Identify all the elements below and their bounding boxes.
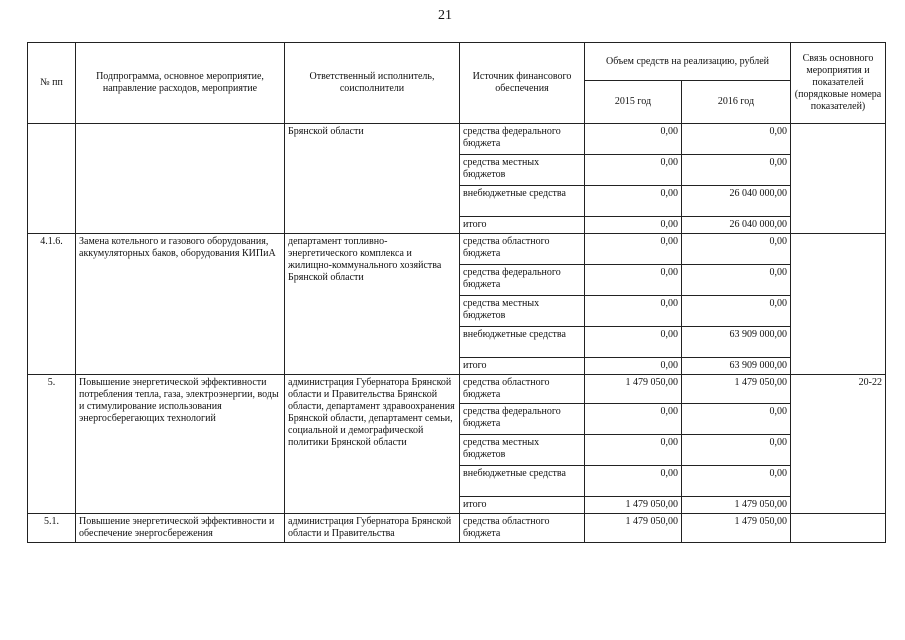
- cell-number: 5.: [28, 375, 76, 514]
- cell-value-2015: 1 479 050,00: [585, 497, 682, 514]
- cell-program: Повышение энергетической эффективности потребления тепла, газа, электроэнергии, воды и стимулирование использования энергосберегающих технологий: [76, 375, 285, 514]
- cell-number: 4.1.6.: [28, 234, 76, 375]
- cell-source: средства федерального бюджета: [460, 404, 585, 435]
- cell-value-2015: 0,00: [585, 265, 682, 296]
- cell-executor: Брянской области: [285, 124, 460, 234]
- cell-value-2015: 0,00: [585, 358, 682, 375]
- cell-program: Замена котельного и газового оборудования, аккумуляторных баков, оборудования КИПиА: [76, 234, 285, 375]
- cell-value-2016: 0,00: [682, 155, 791, 186]
- cell-value-2016: 63 909 000,00: [682, 327, 791, 358]
- cell-value-2016: 0,00: [682, 265, 791, 296]
- cell-value-2016: 26 040 000,00: [682, 217, 791, 234]
- cell-value-2015: 0,00: [585, 217, 682, 234]
- header-year-2015: 2015 год: [585, 81, 682, 124]
- cell-value-2016: 0,00: [682, 466, 791, 497]
- page-number: 21: [438, 8, 452, 23]
- cell-value-2015: 0,00: [585, 155, 682, 186]
- table-row: [28, 375, 886, 404]
- cell-source: итого: [460, 217, 585, 234]
- cell-source: средства областного бюджета: [460, 234, 585, 265]
- cell-executor: администрация Губернатора Брянской области и Правительства Брянской области, департамент здравоохранения Брянской области, департамент семьи, социальной и демографической политики Брянской области: [285, 375, 460, 514]
- cell-source: внебюджетные средства: [460, 327, 585, 358]
- cell-value-2015: 1 479 050,00: [585, 514, 682, 543]
- cell-source: средства местных бюджетов: [460, 155, 585, 186]
- cell-value-2016: 1 479 050,00: [682, 514, 791, 543]
- header-number: № пп: [28, 43, 76, 124]
- cell-value-2015: 0,00: [585, 435, 682, 466]
- cell-value-2015: 0,00: [585, 296, 682, 327]
- cell-value-2016: 0,00: [682, 404, 791, 435]
- cell-source: средства местных бюджетов: [460, 296, 585, 327]
- budget-table: [27, 42, 886, 543]
- cell-link: [791, 234, 886, 375]
- cell-source: средства федерального бюджета: [460, 124, 585, 155]
- cell-program: [76, 124, 285, 234]
- header-year-2016: 2016 год: [682, 81, 791, 124]
- cell-source: средства областного бюджета: [460, 375, 585, 404]
- header-program: Подпрограмма, основное мероприятие, направление расходов, мероприятие: [76, 43, 285, 124]
- cell-source: внебюджетные средства: [460, 186, 585, 217]
- table-row: [28, 514, 886, 543]
- cell-source: средства федерального бюджета: [460, 265, 585, 296]
- cell-link: 20-22: [791, 375, 886, 514]
- cell-source: средства местных бюджетов: [460, 435, 585, 466]
- cell-executor: администрация Губернатора Брянской области и Правительства: [285, 514, 460, 543]
- cell-value-2016: 63 909 000,00: [682, 358, 791, 375]
- table-body: [28, 124, 886, 543]
- cell-value-2016: 0,00: [682, 124, 791, 155]
- cell-value-2015: 0,00: [585, 186, 682, 217]
- header-link: Связь основного мероприятия и показателей (порядковые номера показателей): [791, 43, 886, 124]
- cell-value-2015: 1 479 050,00: [585, 375, 682, 404]
- cell-value-2015: 0,00: [585, 404, 682, 435]
- cell-value-2015: 0,00: [585, 466, 682, 497]
- cell-value-2015: 0,00: [585, 234, 682, 265]
- cell-link: [791, 514, 886, 543]
- cell-source: итого: [460, 358, 585, 375]
- cell-value-2016: 1 479 050,00: [682, 497, 791, 514]
- cell-executor: департамент топливно-энергетического комплекса и жилищно-коммунального хозяйства Брянской области: [285, 234, 460, 375]
- header-volume: Объем средств на реализацию, рублей: [585, 43, 791, 81]
- cell-value-2016: 0,00: [682, 234, 791, 265]
- cell-value-2016: 1 479 050,00: [682, 375, 791, 404]
- cell-value-2015: 0,00: [585, 124, 682, 155]
- cell-program: Повышение энергетической эффективности и обеспечение энергосбережения: [76, 514, 285, 543]
- cell-value-2016: 0,00: [682, 435, 791, 466]
- cell-value-2016: 26 040 000,00: [682, 186, 791, 217]
- cell-source: средства областного бюджета: [460, 514, 585, 543]
- cell-value-2016: 0,00: [682, 296, 791, 327]
- cell-link: [791, 124, 886, 234]
- cell-number: [28, 124, 76, 234]
- cell-number: 5.1.: [28, 514, 76, 543]
- cell-value-2015: 0,00: [585, 327, 682, 358]
- header-source: Источник финансового обеспечения: [460, 43, 585, 124]
- header-executor: Ответственный исполнитель, соисполнители: [285, 43, 460, 124]
- table-row: [28, 124, 886, 155]
- cell-source: итого: [460, 497, 585, 514]
- table-row: [28, 234, 886, 265]
- cell-source: внебюджетные средства: [460, 466, 585, 497]
